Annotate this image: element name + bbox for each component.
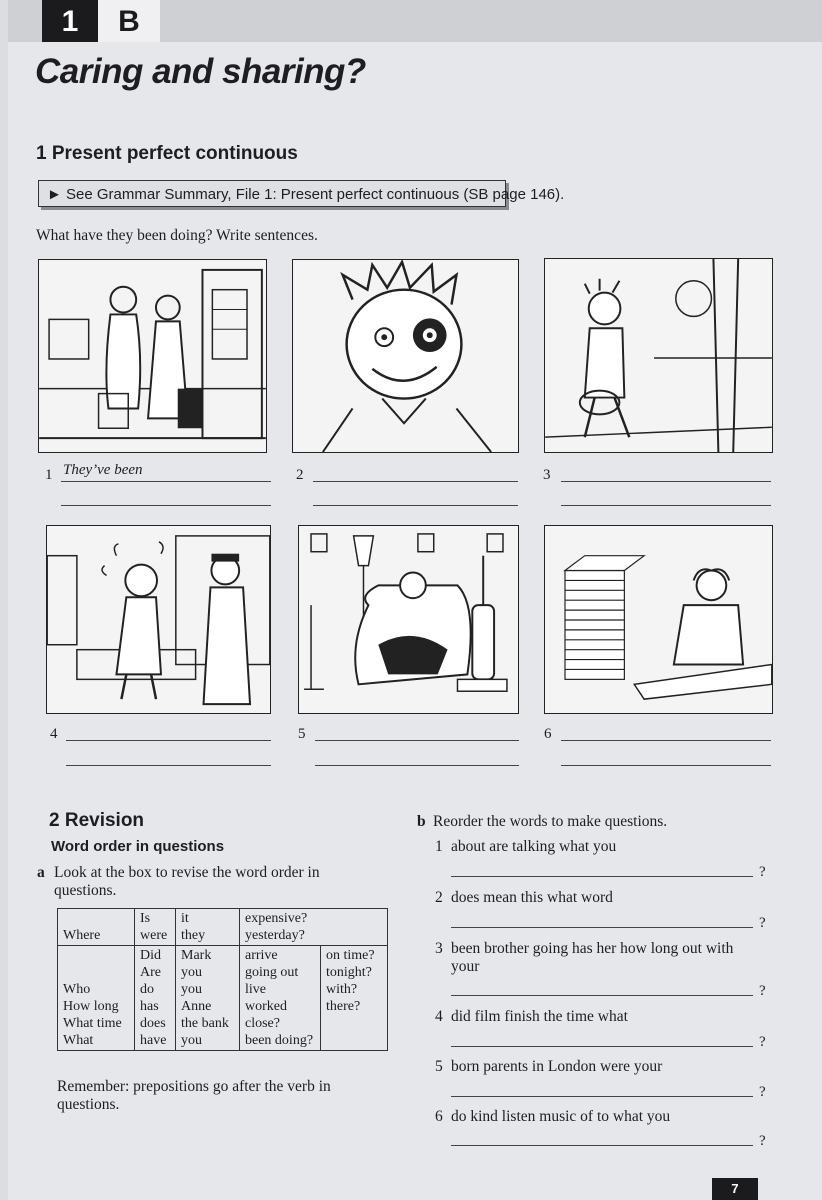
section1-heading: 1 Present perfect continuous [36, 143, 298, 164]
page-number: 7 [712, 1178, 758, 1200]
part-b-instruction: Reorder the words to make questions. [433, 813, 668, 830]
black-eye-boy-illustration [293, 260, 518, 452]
question-3-words: been brother going has her how long out with your [451, 940, 734, 975]
workbook-page [8, 0, 822, 1200]
item-3-line[interactable] [561, 481, 771, 482]
question-1-line[interactable] [451, 876, 753, 877]
unit-number: 1 [42, 0, 98, 42]
table-cell-subject: it they [176, 909, 240, 946]
sweaty-man-doorman-illustration [47, 526, 270, 713]
item-5-line-2[interactable] [315, 765, 519, 766]
question-5-words: born parents in London were your [451, 1058, 663, 1075]
item-1-number: 1 [45, 467, 53, 483]
man-in-armchair-illustration [299, 526, 518, 713]
question-6-line[interactable] [451, 1145, 753, 1146]
question-6-qmark: ? [759, 1133, 766, 1149]
part-a-letter: a [37, 864, 45, 881]
item-5-number: 5 [298, 726, 306, 742]
question-3-line[interactable] [451, 995, 753, 996]
item-3-line-2[interactable] [561, 505, 771, 506]
question-1-qmark: ? [759, 864, 766, 880]
question-2-number: 2 [435, 889, 443, 906]
table-cell-complement: expensive? yesterday? [240, 909, 388, 946]
item-6-line-2[interactable] [561, 765, 771, 766]
picture-1-couple-shopping [38, 259, 267, 453]
table-cell-auxiliaries: Did Are do has does have [135, 946, 176, 1051]
item-4-line-2[interactable] [66, 765, 271, 766]
question-4-words: did film finish the time what [451, 1008, 628, 1025]
question-4-qmark: ? [759, 1034, 766, 1050]
table-cell-question-word: Where [58, 909, 135, 946]
unit-letter: B [98, 0, 160, 42]
picture-6-relaxed-man-paper-stack [544, 525, 773, 714]
table-cell-question-words: Who How long What time What [58, 946, 135, 1051]
question-2-qmark: ? [759, 915, 766, 931]
question-6-words: do kind listen music of to what you [451, 1108, 671, 1125]
item-6-line[interactable] [561, 740, 771, 741]
item-1-answer: They’ve been [63, 462, 143, 478]
grammar-reference-box: ► See Grammar Summary, File 1: Present perfect continuous (SB page 146). [38, 180, 506, 207]
question-3-number: 3 [435, 940, 443, 957]
table-cell-verbs: arrive going out live worked close? been doing? [240, 946, 321, 1051]
table-cell-aux: Is were [135, 909, 176, 946]
item-3-number: 3 [543, 467, 551, 483]
item-2-line-2[interactable] [313, 505, 518, 506]
word-order-table [57, 908, 388, 1051]
picture-2-black-eye-boy [292, 259, 519, 453]
picture-4-sweaty-man-doorman [46, 525, 271, 714]
question-2-words: does mean this what word [451, 889, 613, 906]
item-4-line[interactable] [66, 740, 271, 741]
picture-3-tired-tennis-player [544, 258, 773, 453]
table-cell-subjects: Mark you you Anne the bank you [176, 946, 240, 1051]
question-2-line[interactable] [451, 927, 753, 928]
section1-instruction: What have they been doing? Write sentences. [36, 227, 318, 244]
item-2-number: 2 [296, 467, 304, 483]
question-4-number: 4 [435, 1008, 443, 1025]
item-5-line[interactable] [315, 740, 519, 741]
part-b-letter: b [417, 813, 426, 830]
relaxed-man-paper-stack-illustration [545, 526, 772, 713]
question-1-words: about are talking what you [451, 838, 617, 855]
couple-shopping-illustration [39, 260, 266, 452]
table-cell-endings: on time? tonight? with? there? [321, 946, 388, 1051]
item-4-number: 4 [50, 726, 58, 742]
question-5-qmark: ? [759, 1084, 766, 1100]
question-3-qmark: ? [759, 983, 766, 999]
part-a-instruction: Look at the box to revise the word order in questions. [54, 864, 320, 899]
remember-note: Remember: prepositions go after the verb in questions. [57, 1078, 331, 1113]
question-4-line[interactable] [451, 1046, 753, 1047]
item-6-number: 6 [544, 726, 552, 742]
section2-subheading: Word order in questions [51, 838, 225, 855]
item-1-line[interactable] [61, 481, 271, 482]
question-5-number: 5 [435, 1058, 443, 1075]
question-6-number: 6 [435, 1108, 443, 1125]
question-1-number: 1 [435, 838, 443, 855]
item-1-line-2[interactable] [61, 505, 271, 506]
page-title: Caring and sharing? [35, 52, 366, 91]
question-5-line[interactable] [451, 1096, 753, 1097]
picture-5-man-in-armchair [298, 525, 519, 714]
item-2-line[interactable] [313, 481, 518, 482]
section2-heading: 2 Revision [49, 810, 145, 831]
tired-tennis-player-illustration [545, 259, 772, 452]
